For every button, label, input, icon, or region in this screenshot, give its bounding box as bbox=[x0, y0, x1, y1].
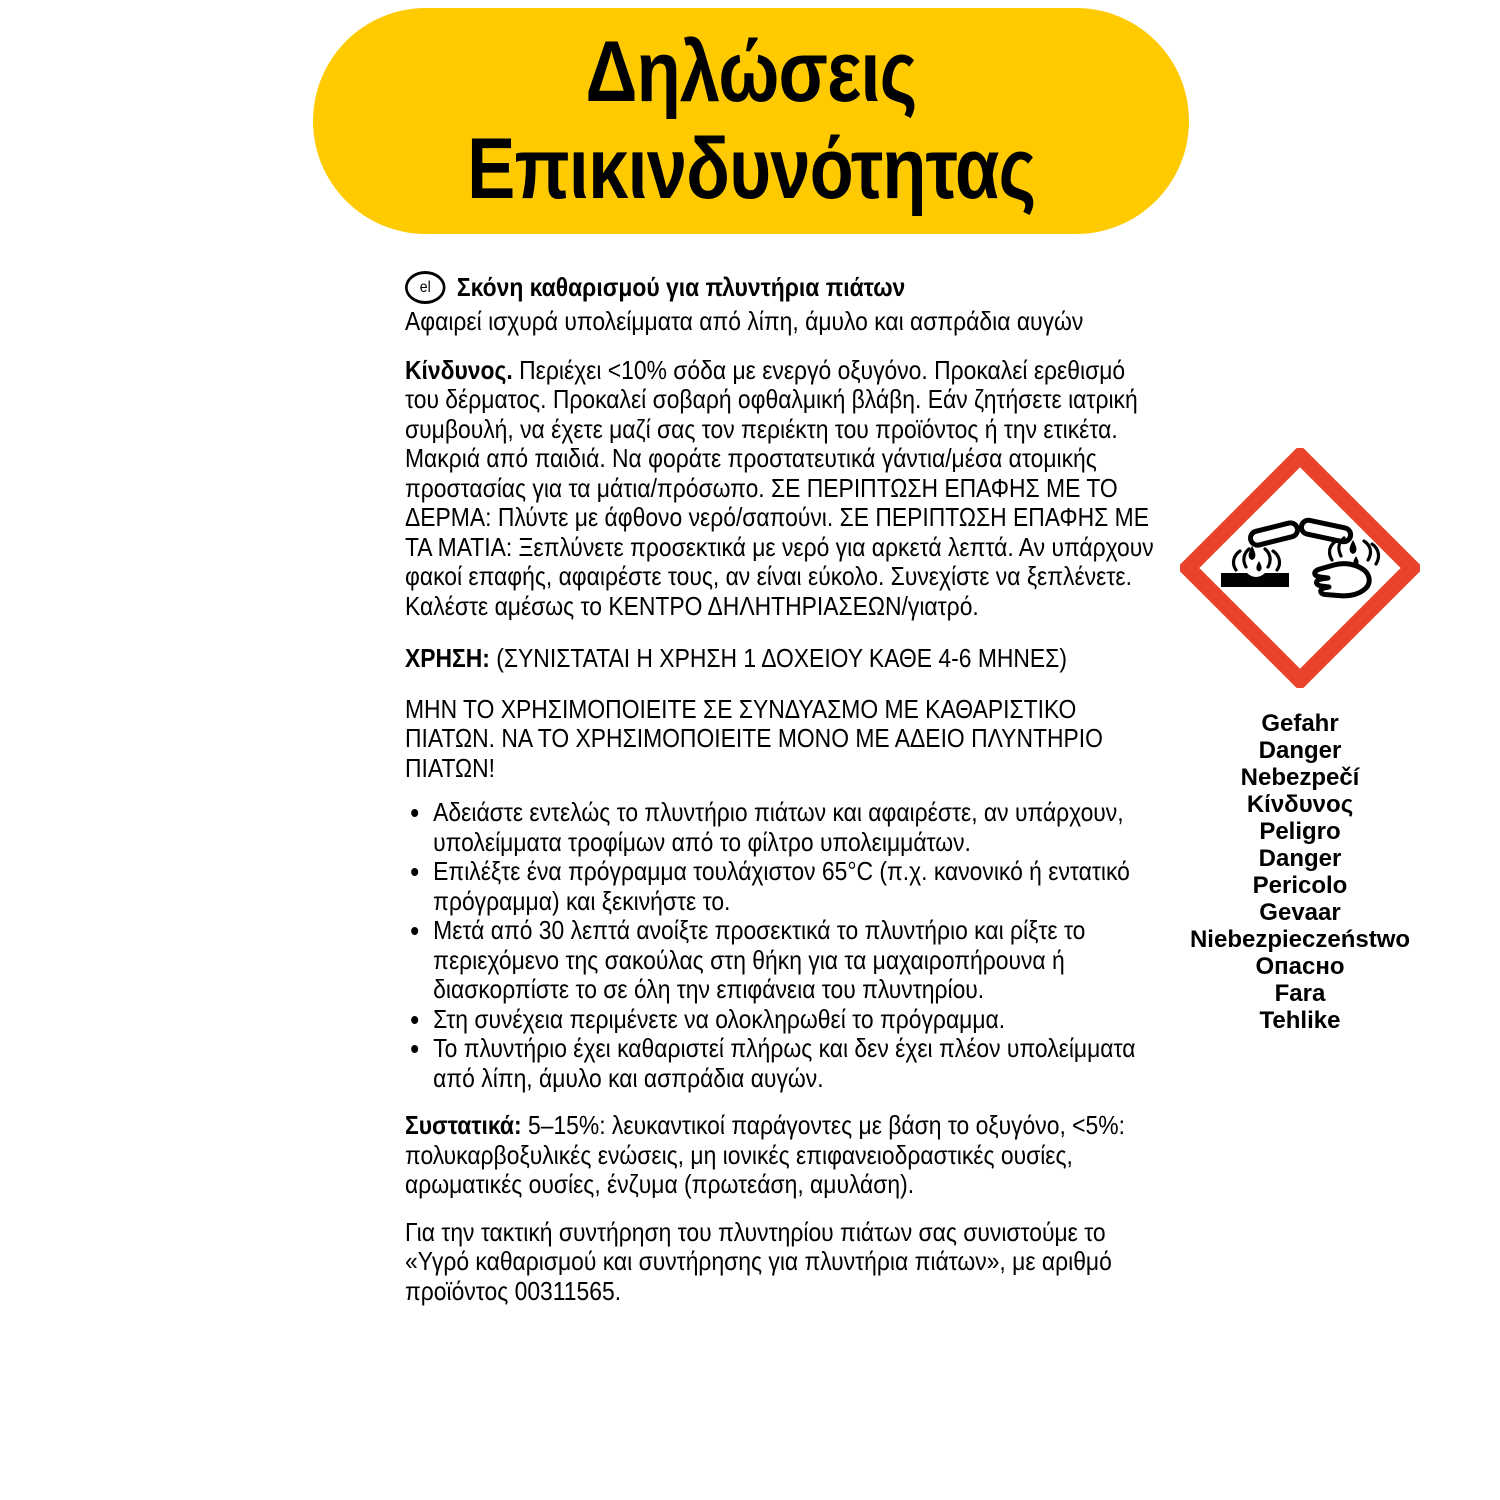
danger-word: Опасно bbox=[1255, 953, 1345, 980]
product-title: Σκόνη καθαρισμού για πλυντήρια πιάτων bbox=[456, 271, 906, 302]
danger-words bbox=[1164, 710, 1436, 1034]
list-item: • Αδειάστε εντελώς το πλυντήριο πιάτων και αφαιρέστε, αν υπάρχουν, υπολείμματα τροφίμων από το φίλτρο υπολειμμάτων. bbox=[431, 798, 1165, 857]
hazard-paragraph bbox=[405, 356, 1165, 622]
language-badge: el bbox=[405, 271, 445, 304]
usage-paragraph bbox=[405, 644, 1165, 674]
ingredients-lead: Συστατικά: bbox=[405, 1110, 522, 1140]
danger-word: Κίνδυνος bbox=[1246, 791, 1354, 818]
page-title bbox=[313, 24, 1189, 218]
ghs05-corrosive-icon bbox=[1180, 448, 1420, 688]
header-pill bbox=[313, 8, 1189, 234]
usage-lead: ΧΡΗΣΗ: bbox=[405, 643, 490, 673]
danger-word: Nebezpečí bbox=[1240, 764, 1360, 791]
warning-paragraph: ΜΗΝ ΤΟ ΧΡΗΣΙΜΟΠΟΙΕΙΤΕ ΣΕ ΣΥΝΔΥΑΣΜΟ ΜΕ ΚΑΘΑΡΙΣΤΙΚΟ ΠΙΑΤΩΝ. ΝΑ ΤΟ ΧΡΗΣΙΜΟΠΟΙΕΙΤΕ ΜΟΝΟ ΜΕ ΑΔΕΙΟ ΠΛΥΝΤΗΡΙΟ ΠΙΑΤΩΝ! bbox=[405, 693, 1103, 783]
danger-word: Niebezpieczeństwo bbox=[1189, 926, 1411, 953]
maintenance-paragraph: Για την τακτική συντήρηση του πλυντηρίου πιάτων σας συνιστούμε το «Υγρό καθαρισμού και συντήρησης για πλυντήρια πιάτων», με αριθμό προϊόντος 00311565. bbox=[405, 1216, 1112, 1306]
danger-word: Danger bbox=[1258, 737, 1342, 764]
list-item: • Το πλυντήριο έχει καθαριστεί πλήρως και δεν έχει πλέον υπολείμματα από λίπη, άμυλο και ασπράδια αυγών. bbox=[431, 1034, 1165, 1093]
danger-word: Gevaar bbox=[1259, 899, 1341, 926]
ingredients-paragraph bbox=[405, 1111, 1165, 1200]
page-title-line2: Επικινδυνότητας bbox=[466, 121, 1036, 217]
instructions-list bbox=[405, 798, 1165, 1093]
danger-word: Fara bbox=[1274, 980, 1326, 1007]
product-header bbox=[405, 271, 1165, 304]
hazard-lead: Κίνδυνος. bbox=[405, 354, 513, 385]
hazard-column bbox=[1164, 448, 1436, 1034]
usage-text: (ΣΥΝΙΣΤΑΤΑΙ Η ΧΡΗΣΗ 1 ΔΟΧΕΙΟΥ ΚΑΘΕ 4-6 ΜΗΝΕΣ) bbox=[496, 643, 1067, 673]
list-item: • Επιλέξτε ένα πρόγραμμα τουλάχιστον 65°C (π.χ. κανονικό ή εντατικό πρόγραμμα) και ξεκινήστε το. bbox=[431, 857, 1165, 916]
hazard-text: Περιέχει <10% σόδα με ενεργό οξυγόνο. Προκαλεί ερεθισμό του δέρματος. Προκαλεί σοβαρή οφθαλμική βλάβη. Εάν ζητήσετε ιατρική συμβουλή, να έχετε μαζί σας τον περιέκτη του προϊόντος ή την ετικέτα. Μακριά από παιδιά. Να φοράτε προστατευτικά γάντια/μέσα ατομικής προστασίας για τα μάτια/πρόσωπο. ΣΕ ΠΕΡΙΠΤΩΣΗ ΕΠΑΦΗΣ ΜΕ ΤΟ ΔΕΡΜΑ: Πλύντε με άφθονο νερό/σαπούνι. ΣΕ ΠΕΡΙΠΤΩΣΗ ΕΠΑΦΗΣ ΜΕ ΤΑ ΜΑΤΙΑ: Ξεπλύνετε προσεκτικά με νερό για αρκετά λεπτά. Αν υπάρχουν φακοί επαφής, αφαιρέστε τους, αν είναι εύκολο. Συνεχίστε να ξεπλένετε. Καλέστε αμέσως το ΚΕΝΤΡΟ ΔΗΛΗΤΗΡΙΑΣΕΩΝ/γιατρό. bbox=[405, 354, 1154, 621]
product-subtitle: Αφαιρεί ισχυρά υπολείμματα από λίπη, άμυλο και ασπράδια αυγών bbox=[405, 306, 1084, 336]
page-title-line1: Δηλώσεις bbox=[585, 24, 917, 120]
danger-word: Peligro bbox=[1259, 818, 1341, 845]
danger-word: Tehlike bbox=[1259, 1007, 1341, 1034]
danger-word: Danger bbox=[1258, 845, 1342, 872]
ingredients-text: 5–15%: λευκαντικοί παράγοντες με βάση το οξυγόνο, <5%: πολυκαρβοξυλικές ενώσεις, μη ιονικές επιφανειοδραστικές ουσίες, αρωματικές ουσίες, ένζυμα (πρωτεάση, αμυλάση). bbox=[405, 1110, 1125, 1199]
list-item: • Μετά από 30 λεπτά ανοίξτε προσεκτικά το πλυντήριο και ρίξτε το περιεχόμενο της σακούλας στη θήκη για τα μαχαιροπήρουνα ή διασκορπίστε το σε όλη την επιφάνεια του πλυντηρίου. bbox=[431, 916, 1165, 1005]
danger-word: Gefahr bbox=[1261, 710, 1339, 737]
main-text-column bbox=[405, 271, 1165, 1306]
list-item: • Στη συνέχεια περιμένετε να ολοκληρωθεί το πρόγραμμα. bbox=[431, 1005, 1165, 1035]
danger-word: Pericolo bbox=[1252, 872, 1348, 899]
